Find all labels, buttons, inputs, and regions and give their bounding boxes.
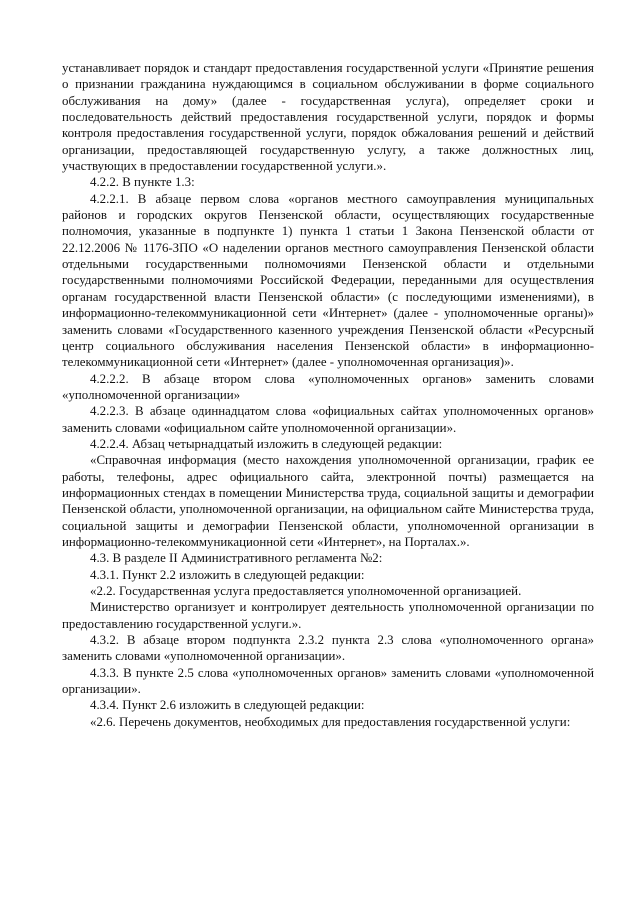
paragraph: устанавливает порядок и стандарт предоставления государственной услуги «Принятие решения о признании гражданина нуждающимся в социальном обслуживании в форме социального обслуживания на дому» (далее - государственная услуга), определяет сроки и последовательность действий предоставления государственной услуги, порядок и формы контроля предоставления государственной услуги, порядок обжалования решений и действий организации, предоставляющей государственную услугу, а также должностных лиц, участвующих в предоставлении государственной услуги.». — [62, 61, 594, 174]
paragraph: 4.3.2. В абзаце втором подпункта 2.3.2 пункта 2.3 слова «уполномоченного органа» заменить словами «уполномоченной организации». — [62, 633, 594, 664]
paragraph: 4.2.2. В пункте 1.3: — [90, 175, 195, 190]
paragraph: 4.2.2.3. В абзаце одиннадцатом слова «официальных сайтах уполномоченных органов» заменить словами «официальном сайте уполномоченной организации». — [62, 404, 594, 435]
paragraph: Министерство организует и контролирует деятельность уполномоченной организации по предоставлению государственной услуги.». — [62, 600, 594, 631]
paragraph: 4.2.2.1. В абзаце первом слова «органов местного самоуправления муниципальных районов и городских округов Пензенской области, осуществляющих государственные полномочия, указанные в подпункте 1) пункта 1 статьи 1 Закона Пензенской области от 22.12.2006 № 1176-ЗПО «О наделении органов местного самоуправления Пензенской области отдельными государственными полномочиями Пензенской области и отдельными государственными полномочиями Российской Федерации, переданными для осуществления органам государственной власти Пензенской области» (с последующими изменениями), в информационно-телекоммуникационной сети «Интернет» (далее - уполномоченные органы)» заменить словами «Государственного казенного учреждения Пензенской области «Ресурсный центр социального обслуживания населения Пензенской области» в информационно-телекоммуникационной сети «Интернет» (далее - уполномоченная организация)». — [62, 191, 594, 370]
paragraph: «2.6. Перечень документов, необходимых для предоставления государственной услуги: — [90, 714, 571, 729]
paragraph: 4.3.4. Пункт 2.6 изложить в следующей редакции: — [90, 698, 365, 713]
paragraph: 4.2.2.2. В абзаце втором слова «уполномоченных органов» заменить словами «уполномоченной организации» — [62, 371, 594, 402]
paragraph: 4.3.3. В пункте 2.5 слова «уполномоченных органов» заменить словами «уполномоченной организации». — [62, 665, 594, 697]
paragraph: 4.3.1. Пункт 2.2 изложить в следующей редакции: — [90, 567, 365, 582]
paragraph: 4.2.2.4. Абзац четырнадцатый изложить в следующей редакции: — [90, 436, 443, 451]
paragraph: 4.3. В разделе II Административного регламента №2: — [90, 551, 383, 566]
paragraph: «Справочная информация (место нахождения уполномоченной организации, график ее работы, телефоны, адрес официального сайта, электронной почты) размещается на информационных стендах в помещении Министерства труда, социальной защиты и демографии Пензенской области, уполномоченной организации, на официальном сайте Министерства труда, социальной защиты и демографии Пензенской области, уполномоченной организации в информационно-телекоммуникационной сети «Интернет», на Порталах.». — [62, 453, 594, 549]
paragraph: «2.2. Государственная услуга предоставляется уполномоченной организацией. — [90, 584, 522, 598]
